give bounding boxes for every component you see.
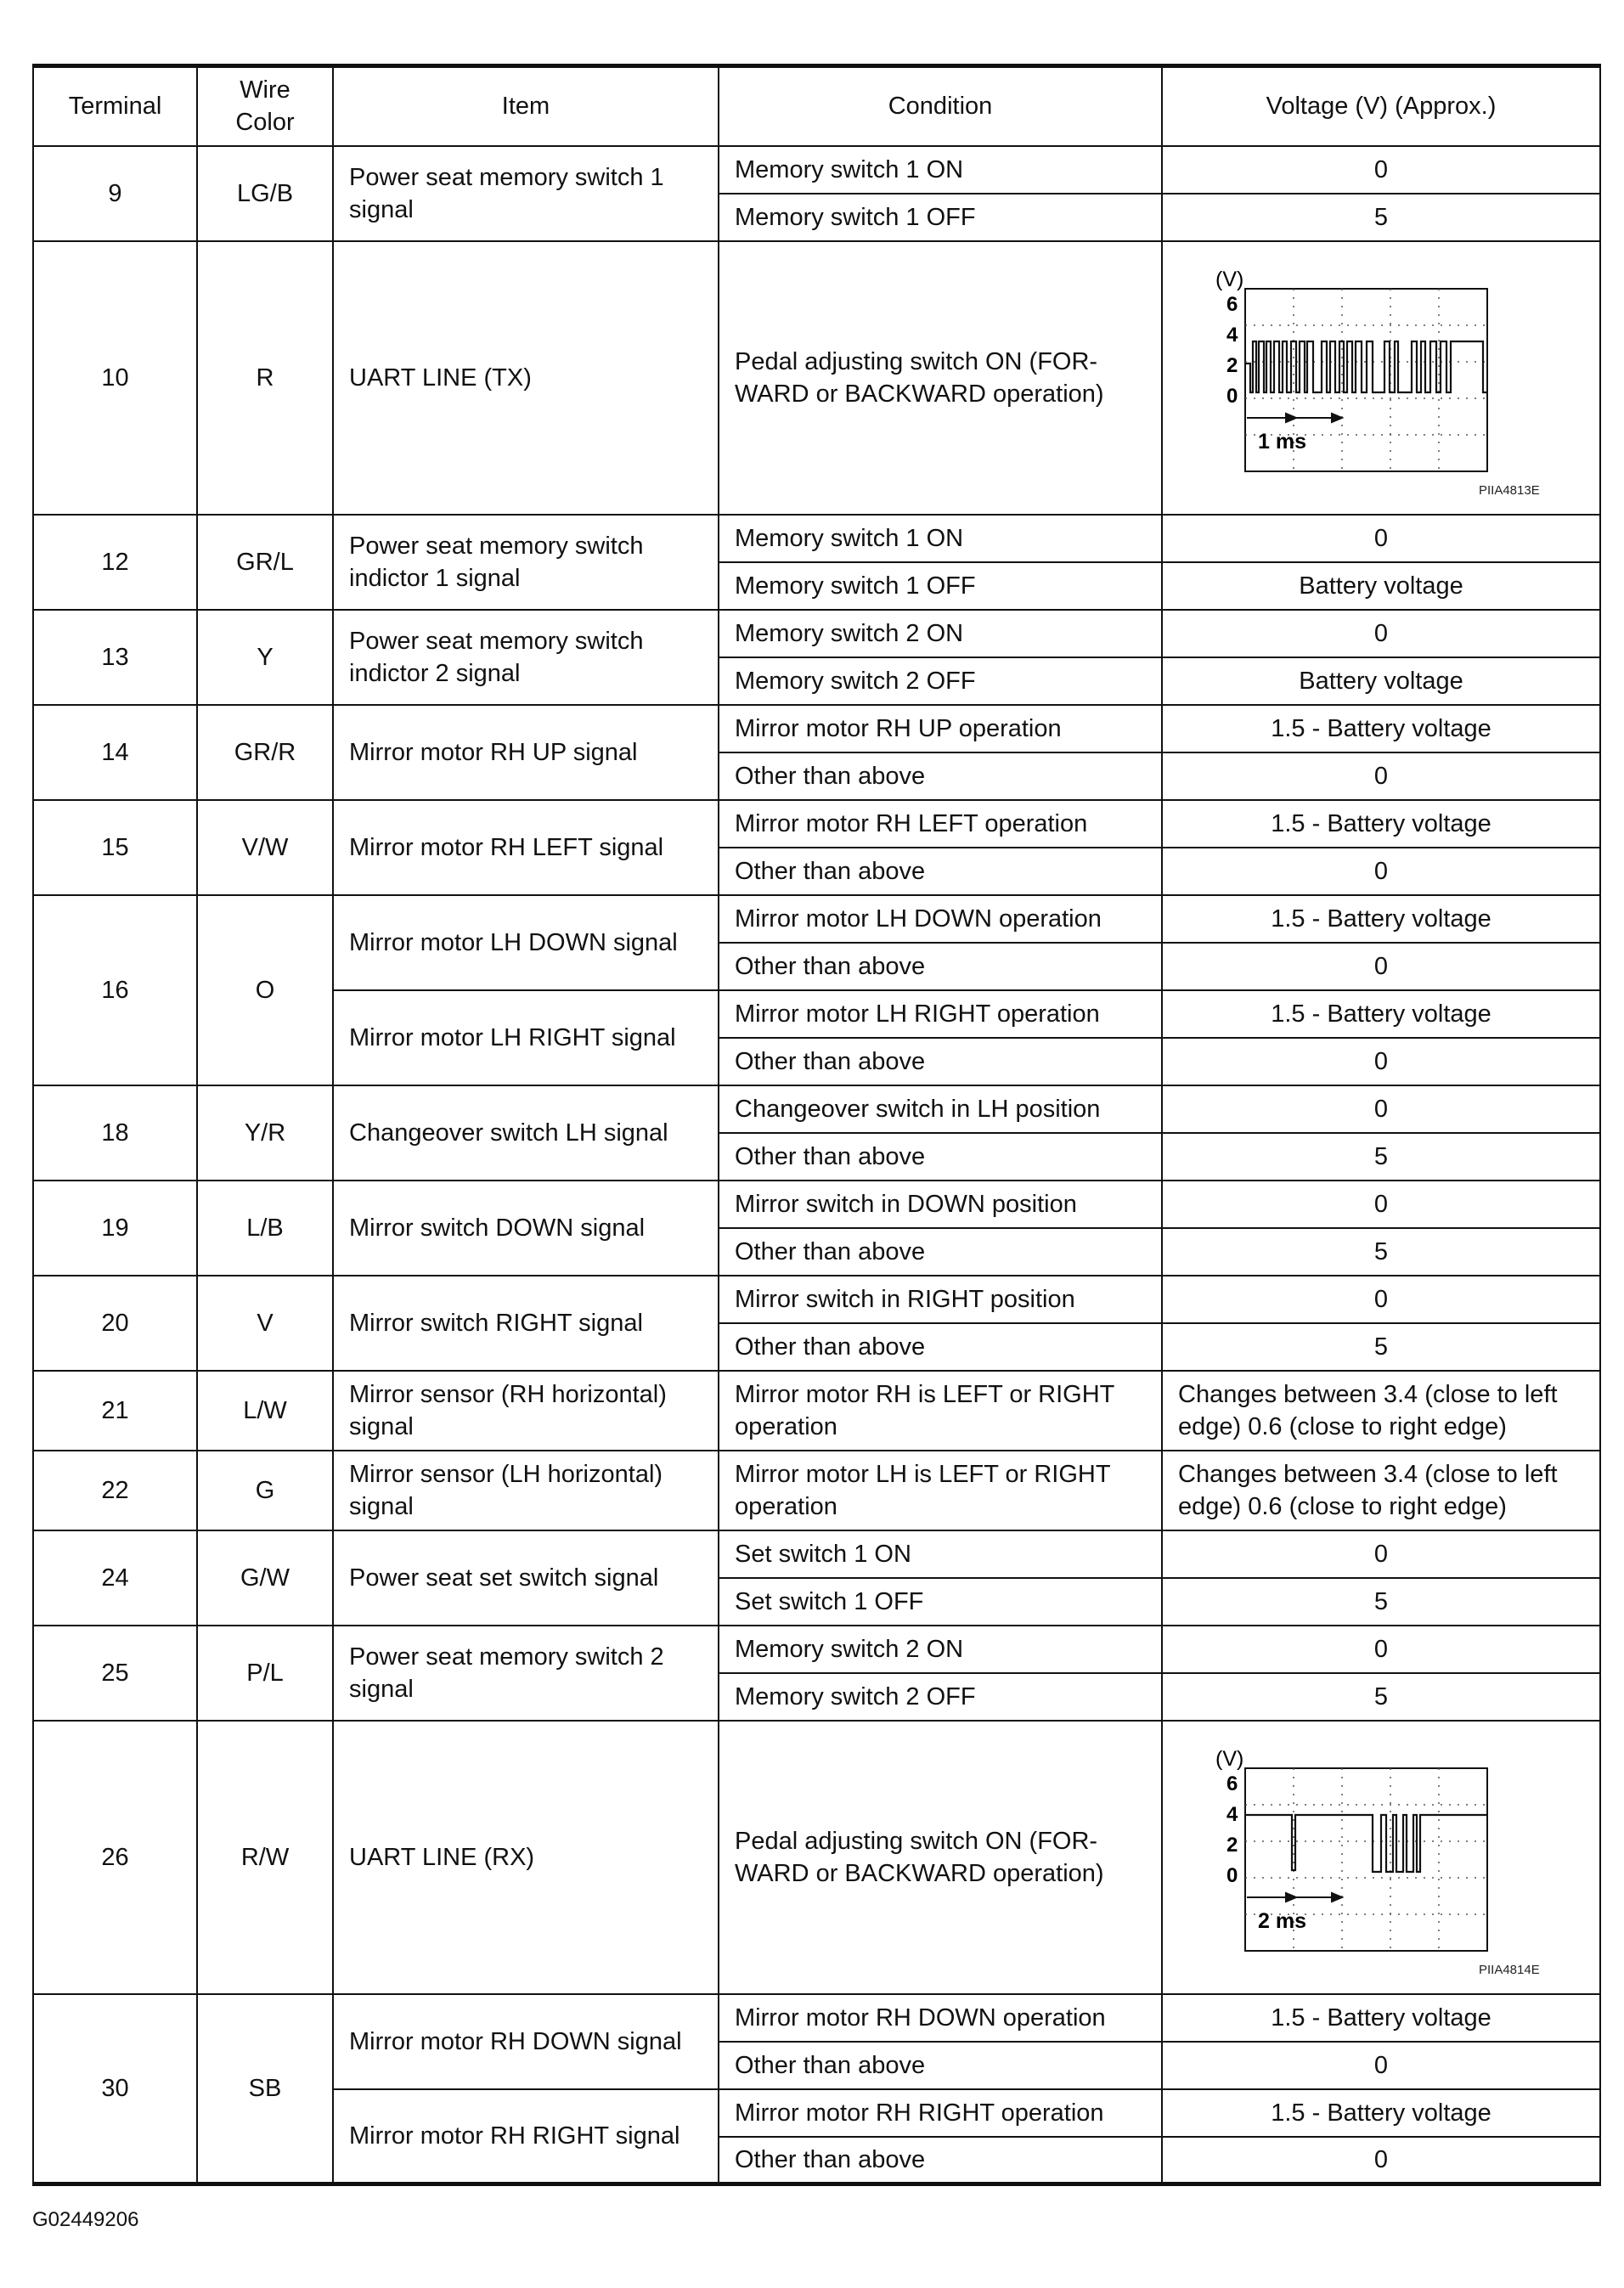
waveform-y-tick: 0: [1226, 384, 1238, 408]
voltage-cell: 1.5 - Battery voltage: [1162, 2089, 1600, 2137]
terminal-cell: 16: [33, 895, 197, 1085]
header-item: Item: [333, 66, 719, 146]
terminal-cell: 19: [33, 1181, 197, 1276]
table-row: [33, 1994, 1600, 2042]
waveform-y-tick: 6: [1226, 292, 1238, 316]
table-row: [33, 1721, 1600, 1994]
condition-cell: Other than above: [719, 1323, 1162, 1371]
table-row: [33, 146, 1600, 194]
voltage-cell: 5: [1162, 194, 1600, 241]
condition-cell: Mirror motor RH RIGHT operation: [719, 2089, 1162, 2137]
voltage-cell: 0: [1162, 515, 1600, 562]
condition-cell: Mirror switch in DOWN position: [719, 1181, 1162, 1228]
waveform-y-tick: 2: [1226, 1833, 1238, 1857]
time-scale-label: 2 ms: [1258, 1908, 1306, 1933]
table-row: [33, 1276, 1600, 1323]
table-row: [33, 1626, 1600, 1673]
condition-cell: Other than above: [719, 2042, 1162, 2089]
condition-cell: Mirror switch in RIGHT position: [719, 1276, 1162, 1323]
table-row: [33, 1181, 1600, 1228]
voltage-cell: 0: [1162, 1038, 1600, 1085]
header-condition: Condition: [719, 66, 1162, 146]
table-row: [33, 800, 1600, 848]
voltage-cell: 0: [1162, 2137, 1600, 2184]
wire-color-cell: LG/B: [197, 146, 333, 241]
voltage-cell: 0: [1162, 146, 1600, 194]
terminal-cell: 20: [33, 1276, 197, 1371]
figure-code: PIIA4814E: [1479, 1962, 1540, 1977]
condition-cell: Other than above: [719, 1038, 1162, 1085]
table-row: [33, 241, 1600, 515]
document-code: G02449206: [32, 2208, 139, 2231]
voltage-cell: 5: [1162, 1578, 1600, 1626]
header-voltage: Voltage (V) (Approx.): [1162, 66, 1600, 146]
wire-color-cell: L/B: [197, 1181, 333, 1276]
wire-color-cell: R/W: [197, 1721, 333, 1994]
rx-signal-trace: [1245, 1815, 1487, 1872]
voltage-cell: Battery voltage: [1162, 562, 1600, 610]
terminal-cell: 24: [33, 1530, 197, 1626]
item-cell: Power seat memory switch indictor 2 signal: [333, 610, 719, 705]
voltage-cell: 0: [1162, 1530, 1600, 1578]
terminal-cell: 14: [33, 705, 197, 800]
condition-cell: Memory switch 1 OFF: [719, 562, 1162, 610]
terminal-cell: 9: [33, 146, 197, 241]
waveform-y-tick: 6: [1226, 1772, 1238, 1795]
condition-cell: Memory switch 1 OFF: [719, 194, 1162, 241]
voltage-cell: 0: [1162, 943, 1600, 990]
terminal-cell: 25: [33, 1626, 197, 1721]
time-scale-label: 1 ms: [1258, 429, 1306, 454]
condition-cell: Mirror motor LH DOWN operation: [719, 895, 1162, 943]
waveform-y-tick: 4: [1226, 323, 1238, 347]
item-cell: Mirror switch RIGHT signal: [333, 1276, 719, 1371]
voltage-cell: 5: [1162, 1673, 1600, 1721]
condition-cell: Memory switch 1 ON: [719, 146, 1162, 194]
condition-cell: Memory switch 2 ON: [719, 1626, 1162, 1673]
condition-cell: Mirror motor RH LEFT operation: [719, 800, 1162, 848]
figure-code: PIIA4813E: [1479, 482, 1540, 498]
condition-cell: Mirror motor RH DOWN operation: [719, 1994, 1162, 2042]
table-row: [33, 1371, 1600, 1451]
condition-cell: Pedal adjusting switch ON (FOR-WARD or BACKWARD operation): [719, 241, 1162, 515]
condition-cell: Mirror motor LH is LEFT or RIGHT operation: [719, 1451, 1162, 1530]
voltage-cell: 1.5 - Battery voltage: [1162, 705, 1600, 752]
voltage-cell: 1.5 - Battery voltage: [1162, 895, 1600, 943]
condition-cell: Changeover switch in LH position: [719, 1085, 1162, 1133]
voltage-cell: 5: [1162, 1133, 1600, 1181]
wire-color-cell: GR/L: [197, 515, 333, 610]
wire-color-cell: Y/R: [197, 1085, 333, 1181]
time-span-arrow: [1247, 414, 1342, 422]
voltage-cell: 0: [1162, 1626, 1600, 1673]
condition-cell: Other than above: [719, 2137, 1162, 2184]
terminal-cell: 18: [33, 1085, 197, 1181]
wire-color-cell: Y: [197, 610, 333, 705]
voltage-cell: Changes between 3.4 (close to left edge) 0.6 (close to right edge): [1162, 1451, 1600, 1530]
table-row: [33, 1451, 1600, 1530]
item-cell: Power seat set switch signal: [333, 1530, 719, 1626]
voltage-cell: 0: [1162, 610, 1600, 657]
item-cell: Mirror motor RH DOWN signal: [333, 1994, 719, 2089]
item-cell: UART LINE (TX): [333, 241, 719, 515]
terminal-cell: 30: [33, 1994, 197, 2184]
voltage-cell: 0: [1162, 1276, 1600, 1323]
table-row: [33, 895, 1600, 943]
waveform-y-tick: 4: [1226, 1802, 1238, 1826]
table-row: [33, 610, 1600, 657]
voltage-cell: 0: [1162, 2042, 1600, 2089]
item-cell: Mirror motor LH RIGHT signal: [333, 990, 719, 1085]
wire-color-cell: O: [197, 895, 333, 1085]
terminal-cell: 12: [33, 515, 197, 610]
terminal-cell: 15: [33, 800, 197, 895]
voltage-cell: Changes between 3.4 (close to left edge) 0.6 (close to right edge): [1162, 1371, 1600, 1451]
item-cell: Power seat memory switch 2 signal: [333, 1626, 719, 1721]
item-cell: Power seat memory switch 1 signal: [333, 146, 719, 241]
waveform-cell: [1162, 1721, 1600, 1994]
item-cell: Mirror sensor (LH horizontal) signal: [333, 1451, 719, 1530]
rx-waveform-figure: [1194, 1734, 1568, 1981]
table-row: [33, 515, 1600, 562]
tx-signal-trace: [1245, 341, 1487, 392]
voltage-cell: 1.5 - Battery voltage: [1162, 990, 1600, 1038]
voltage-cell: 0: [1162, 1181, 1600, 1228]
wire-color-cell: G/W: [197, 1530, 333, 1626]
voltage-cell: 1.5 - Battery voltage: [1162, 800, 1600, 848]
wire-color-cell: G: [197, 1451, 333, 1530]
header-terminal: Terminal: [33, 66, 197, 146]
voltage-cell: 1.5 - Battery voltage: [1162, 1994, 1600, 2042]
condition-cell: Set switch 1 OFF: [719, 1578, 1162, 1626]
item-cell: Mirror motor RH RIGHT signal: [333, 2089, 719, 2184]
condition-cell: Other than above: [719, 1228, 1162, 1276]
wire-color-cell: R: [197, 241, 333, 515]
voltage-cell: 0: [1162, 1085, 1600, 1133]
time-span-arrow: [1247, 1893, 1342, 1902]
wire-color-cell: V: [197, 1276, 333, 1371]
voltage-cell: 5: [1162, 1228, 1600, 1276]
waveform-cell: [1162, 241, 1600, 515]
voltage-cell: 0: [1162, 848, 1600, 895]
condition-cell: Other than above: [719, 943, 1162, 990]
item-cell: Mirror motor RH UP signal: [333, 705, 719, 800]
waveform-y-tick: 2: [1226, 353, 1238, 377]
waveform-y-unit: (V): [1215, 267, 1244, 291]
wire-color-cell: GR/R: [197, 705, 333, 800]
item-cell: Mirror switch DOWN signal: [333, 1181, 719, 1276]
terminal-cell: 10: [33, 241, 197, 515]
item-cell: Mirror motor RH LEFT signal: [333, 800, 719, 895]
tx-waveform-figure: [1194, 255, 1568, 501]
voltage-cell: Battery voltage: [1162, 657, 1600, 705]
condition-cell: Mirror motor RH is LEFT or RIGHT operation: [719, 1371, 1162, 1451]
condition-cell: Memory switch 2 OFF: [719, 657, 1162, 705]
condition-cell: Memory switch 2 OFF: [719, 1673, 1162, 1721]
wire-color-cell: P/L: [197, 1626, 333, 1721]
condition-cell: Mirror motor RH UP operation: [719, 705, 1162, 752]
condition-cell: Set switch 1 ON: [719, 1530, 1162, 1578]
item-cell: Changeover switch LH signal: [333, 1085, 719, 1181]
condition-cell: Mirror motor LH RIGHT operation: [719, 990, 1162, 1038]
wire-color-cell: L/W: [197, 1371, 333, 1451]
item-cell: Mirror motor LH DOWN signal: [333, 895, 719, 990]
condition-cell: Other than above: [719, 752, 1162, 800]
header-wire-color: Wire Color: [197, 66, 333, 146]
wire-color-cell: V/W: [197, 800, 333, 895]
voltage-cell: 0: [1162, 752, 1600, 800]
waveform-y-tick: 0: [1226, 1863, 1238, 1887]
condition-cell: Other than above: [719, 1133, 1162, 1181]
condition-cell: Memory switch 2 ON: [719, 610, 1162, 657]
table-row: [33, 1530, 1600, 1578]
wire-color-cell: SB: [197, 1994, 333, 2184]
waveform-y-unit: (V): [1215, 1746, 1244, 1771]
condition-cell: Pedal adjusting switch ON (FOR-WARD or BACKWARD operation): [719, 1721, 1162, 1994]
item-cell: UART LINE (RX): [333, 1721, 719, 1994]
terminal-cell: 21: [33, 1371, 197, 1451]
condition-cell: Memory switch 1 ON: [719, 515, 1162, 562]
terminal-cell: 13: [33, 610, 197, 705]
table-row: [33, 705, 1600, 752]
condition-cell: Other than above: [719, 848, 1162, 895]
terminal-cell: 22: [33, 1451, 197, 1530]
item-cell: Mirror sensor (RH horizontal) signal: [333, 1371, 719, 1451]
item-cell: Power seat memory switch indictor 1 signal: [333, 515, 719, 610]
terminal-cell: 26: [33, 1721, 197, 1994]
terminal-voltage-table: [32, 64, 1601, 2186]
voltage-cell: 5: [1162, 1323, 1600, 1371]
table-row: [33, 1085, 1600, 1133]
